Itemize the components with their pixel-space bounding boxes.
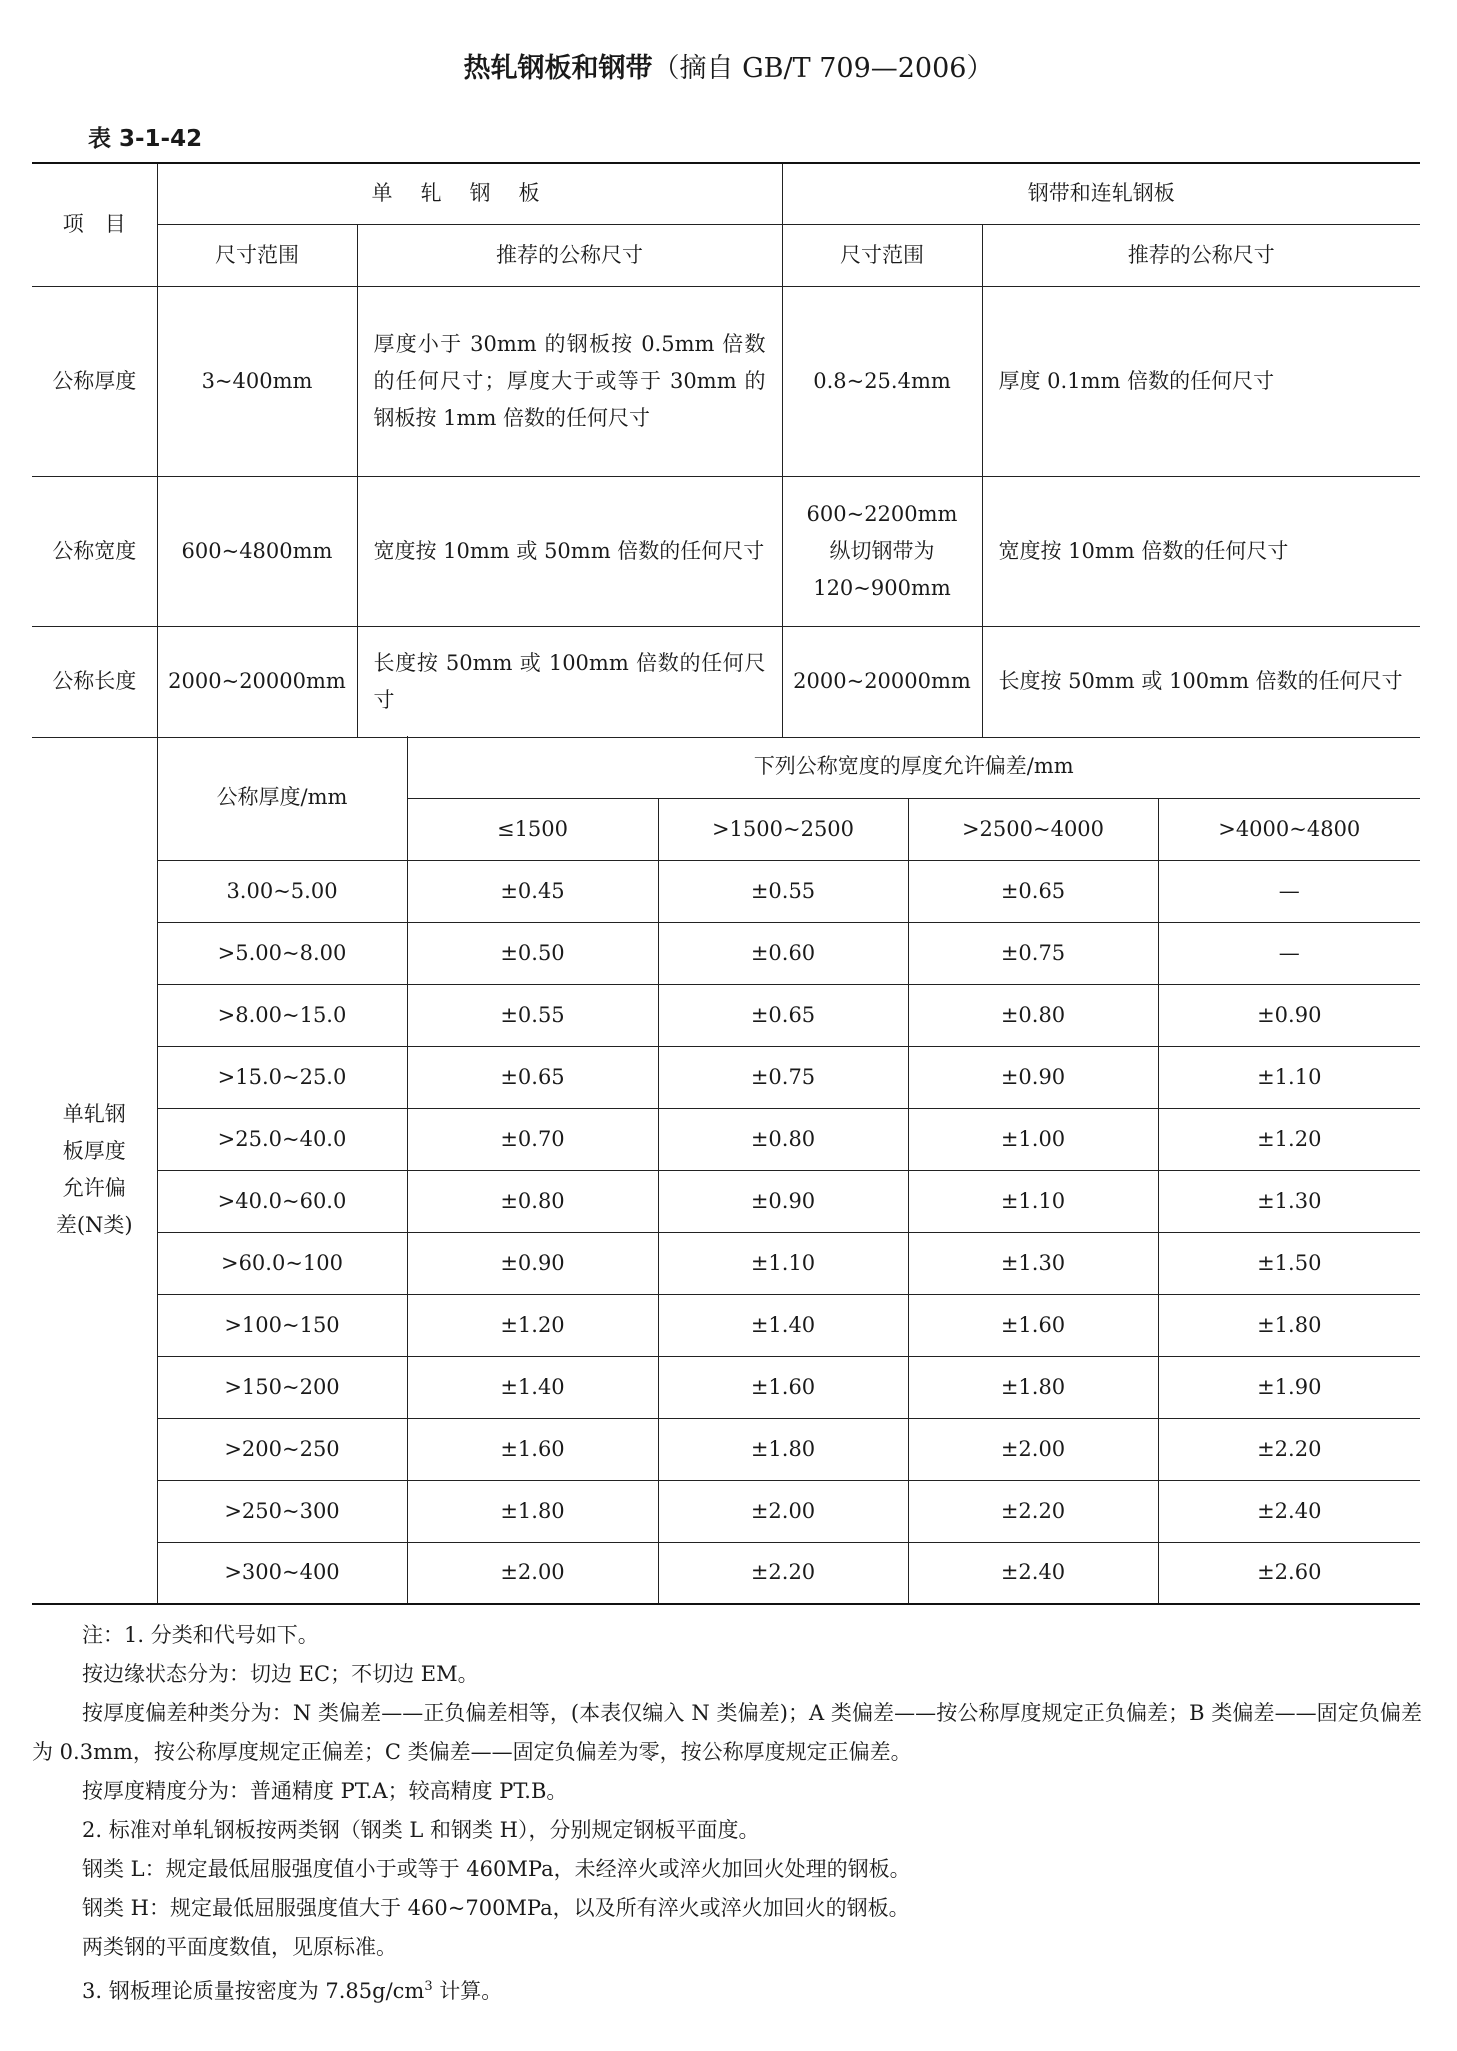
spec-table	[32, 162, 1420, 738]
strip-range: 2000~20000mm	[782, 626, 982, 737]
thickness-range-cell: >25.0~40.0	[157, 1108, 407, 1170]
tolerance-value-cell: ±1.10	[908, 1170, 1158, 1232]
tolerance-value-cell: ±1.80	[1158, 1294, 1420, 1356]
tolerance-value-cell: ±0.75	[658, 1046, 908, 1108]
header-recommended: 推荐的公称尺寸	[357, 224, 782, 286]
strip-range	[782, 476, 982, 626]
tolerance-value-cell: ±0.55	[658, 860, 908, 922]
tolerance-value-cell: ±0.90	[1158, 984, 1420, 1046]
single-range: 2000~20000mm	[157, 626, 357, 737]
tolerance-value-cell: ±1.80	[908, 1356, 1158, 1418]
tolerance-value-cell: ±1.80	[407, 1480, 658, 1542]
tolerance-value-cell: ±0.75	[908, 922, 1158, 984]
thickness-range-cell: >60.0~100	[157, 1232, 407, 1294]
header-size-range: 尺寸范围	[782, 224, 982, 286]
tolerance-value-cell: ±0.80	[908, 984, 1158, 1046]
note-line: 按厚度偏差种类分为：N 类偏差——正负偏差相等，(本表仅编入 N 类偏差)；A 类偏差——按公称厚度规定正负偏差；B 类偏差——固定负偏差为 0.3mm，按公称厚度规定正偏差；C 类偏差——固定负偏差为零，按公称厚度规定正偏差。	[32, 1701, 1422, 1764]
row-label-line: 板厚度	[62, 1138, 126, 1163]
table-row	[32, 1294, 1420, 1356]
tolerance-value-cell: ±2.40	[1158, 1480, 1420, 1542]
thickness-header: 公称厚度/mm	[157, 736, 407, 860]
tolerance-table	[32, 736, 1420, 1605]
table-row	[32, 922, 1420, 984]
tolerance-value-cell: ±0.50	[407, 922, 658, 984]
table-label: 表 3-1-42	[88, 126, 203, 152]
tolerance-value-cell: —	[1158, 922, 1420, 984]
tolerance-value-cell: ±0.45	[407, 860, 658, 922]
thickness-range-cell: >200~250	[157, 1418, 407, 1480]
thickness-range-cell: >15.0~25.0	[157, 1046, 407, 1108]
tolerance-value-cell: ±2.00	[407, 1542, 658, 1604]
strip-range-line: 120~900mm	[813, 575, 951, 600]
title-source: （摘自 GB/T 709—2006）	[652, 53, 994, 84]
note-line: 钢类 H：规定最低屈服强度值大于 460~700MPa，以及所有淬火或淬火加回火的钢板。	[82, 1896, 910, 1920]
title-main: 热轧钢板和钢带	[463, 53, 653, 84]
thickness-range-cell: >150~200	[157, 1356, 407, 1418]
thickness-range-cell: 3.00~5.00	[157, 860, 407, 922]
tolerance-value-cell: ±0.90	[658, 1170, 908, 1232]
strip-recommended: 厚度 0.1mm 倍数的任何尺寸	[982, 286, 1420, 476]
table-row	[32, 1170, 1420, 1232]
width-column: >4000~4800	[1158, 798, 1420, 860]
thickness-range-cell: >300~400	[157, 1542, 407, 1604]
single-recommended: 厚度小于 30mm 的钢板按 0.5mm 倍数的任何尺寸；厚度大于或等于 30mm 的钢板按 1mm 倍数的任何尺寸	[357, 286, 782, 476]
tolerance-value-cell: ±1.80	[658, 1418, 908, 1480]
table-row	[32, 1046, 1420, 1108]
notes	[32, 1616, 1422, 2011]
tolerance-value-cell: ±1.60	[658, 1356, 908, 1418]
row-item: 公称宽度	[32, 476, 157, 626]
tolerance-value-cell: ±1.50	[1158, 1232, 1420, 1294]
row-label-line: 允许偏	[62, 1175, 126, 1200]
note-line: 钢类 L：规定最低屈服强度值小于或等于 460MPa，未经淬火或淬火加回火处理的钢板。	[82, 1857, 911, 1881]
tolerance-value-cell: ±1.60	[407, 1418, 658, 1480]
thickness-range-cell: >250~300	[157, 1480, 407, 1542]
table-row	[32, 1542, 1420, 1604]
tolerance-value-cell: ±0.65	[658, 984, 908, 1046]
table-row	[32, 1108, 1420, 1170]
width-column: ≤1500	[407, 798, 658, 860]
tolerance-value-cell: ±1.00	[908, 1108, 1158, 1170]
note-superscript: 3	[424, 1979, 433, 1994]
row-item: 公称长度	[32, 626, 157, 737]
strip-range: 0.8~25.4mm	[782, 286, 982, 476]
tolerance-value-cell: ±0.90	[908, 1046, 1158, 1108]
tolerance-value-cell: ±1.10	[658, 1232, 908, 1294]
tolerance-value-cell: —	[1158, 860, 1420, 922]
tolerance-value-cell: ±1.90	[1158, 1356, 1420, 1418]
tolerance-value-cell: ±2.20	[658, 1542, 908, 1604]
tolerance-value-cell: ±1.20	[407, 1294, 658, 1356]
row-label-line: 差(N类)	[55, 1212, 133, 1237]
width-column: >2500~4000	[908, 798, 1158, 860]
table-row	[32, 1418, 1420, 1480]
strip-recommended: 宽度按 10mm 倍数的任何尺寸	[982, 476, 1420, 626]
tolerance-value-cell: ±1.10	[1158, 1046, 1420, 1108]
thickness-range-cell: >8.00~15.0	[157, 984, 407, 1046]
header-size-range: 尺寸范围	[157, 224, 357, 286]
note-line	[32, 1967, 1422, 2011]
tolerance-value-cell: ±0.70	[407, 1108, 658, 1170]
strip-recommended: 长度按 50mm 或 100mm 倍数的任何尺寸	[982, 626, 1420, 737]
note-line: 按厚度精度分为：普通精度 PT.A；较高精度 PT.B。	[82, 1779, 568, 1803]
table-row	[32, 860, 1420, 922]
note-text: 3. 钢板理论质量按密度为 7.85g/cm	[82, 1979, 425, 2003]
page-title	[0, 46, 1457, 85]
row-label-line: 单轧钢	[62, 1101, 126, 1126]
tolerance-value-cell: ±0.80	[407, 1170, 658, 1232]
single-range: 3~400mm	[157, 286, 357, 476]
tolerance-value-cell: ±1.30	[908, 1232, 1158, 1294]
table-row	[32, 984, 1420, 1046]
note-line: 注：1. 分类和代号如下。	[82, 1623, 319, 1647]
thickness-range-cell: >5.00~8.00	[157, 922, 407, 984]
tolerance-row-label	[32, 736, 157, 1604]
tolerance-value-cell: ±2.00	[658, 1480, 908, 1542]
note-suffix: 计算。	[432, 1979, 503, 2003]
tolerance-value-cell: ±0.90	[407, 1232, 658, 1294]
tolerance-value-cell: ±2.40	[908, 1542, 1158, 1604]
table-row	[32, 1232, 1420, 1294]
tolerance-value-cell: ±2.20	[908, 1480, 1158, 1542]
tolerance-value-cell: ±0.65	[908, 860, 1158, 922]
tolerance-value-cell: ±1.40	[407, 1356, 658, 1418]
single-recommended: 长度按 50mm 或 100mm 倍数的任何尺寸	[357, 626, 782, 737]
tolerance-value-cell: ±1.60	[908, 1294, 1158, 1356]
tolerance-value-cell: ±1.30	[1158, 1170, 1420, 1232]
header-single-rolled: 单轧钢板	[157, 163, 782, 224]
thickness-range-cell: >100~150	[157, 1294, 407, 1356]
tolerance-value-cell: ±2.60	[1158, 1542, 1420, 1604]
thickness-range-cell: >40.0~60.0	[157, 1170, 407, 1232]
strip-range-line: 600~2200mm	[806, 501, 958, 526]
tolerance-value-cell: ±2.20	[1158, 1418, 1420, 1480]
header-recommended: 推荐的公称尺寸	[982, 224, 1420, 286]
strip-range-line: 纵切钢带为	[829, 538, 935, 563]
row-item: 公称厚度	[32, 286, 157, 476]
header-strip: 钢带和连轧钢板	[782, 163, 1420, 224]
tolerance-value-cell: ±0.65	[407, 1046, 658, 1108]
note-line: 按边缘状态分为：切边 EC；不切边 EM。	[82, 1662, 479, 1686]
table-row	[32, 476, 1420, 626]
table-row	[32, 286, 1420, 476]
width-header: 下列公称宽度的厚度允许偏差/mm	[407, 736, 1420, 798]
width-column: >1500~2500	[658, 798, 908, 860]
table-row	[32, 1480, 1420, 1542]
tolerance-value-cell: ±0.55	[407, 984, 658, 1046]
tolerance-value-cell: ±0.60	[658, 922, 908, 984]
tolerance-value-cell: ±0.80	[658, 1108, 908, 1170]
tolerance-value-cell: ±1.40	[658, 1294, 908, 1356]
tolerance-value-cell: ±1.20	[1158, 1108, 1420, 1170]
single-range: 600~4800mm	[157, 476, 357, 626]
header-item: 项 目	[32, 163, 157, 286]
table-row	[32, 626, 1420, 737]
tolerance-value-cell: ±2.00	[908, 1418, 1158, 1480]
note-line: 2. 标准对单轧钢板按两类钢（钢类 L 和钢类 H），分别规定钢板平面度。	[82, 1818, 760, 1842]
note-line: 两类钢的平面度数值，见原标准。	[82, 1935, 397, 1959]
single-recommended: 宽度按 10mm 或 50mm 倍数的任何尺寸	[357, 476, 782, 626]
table-row	[32, 1356, 1420, 1418]
